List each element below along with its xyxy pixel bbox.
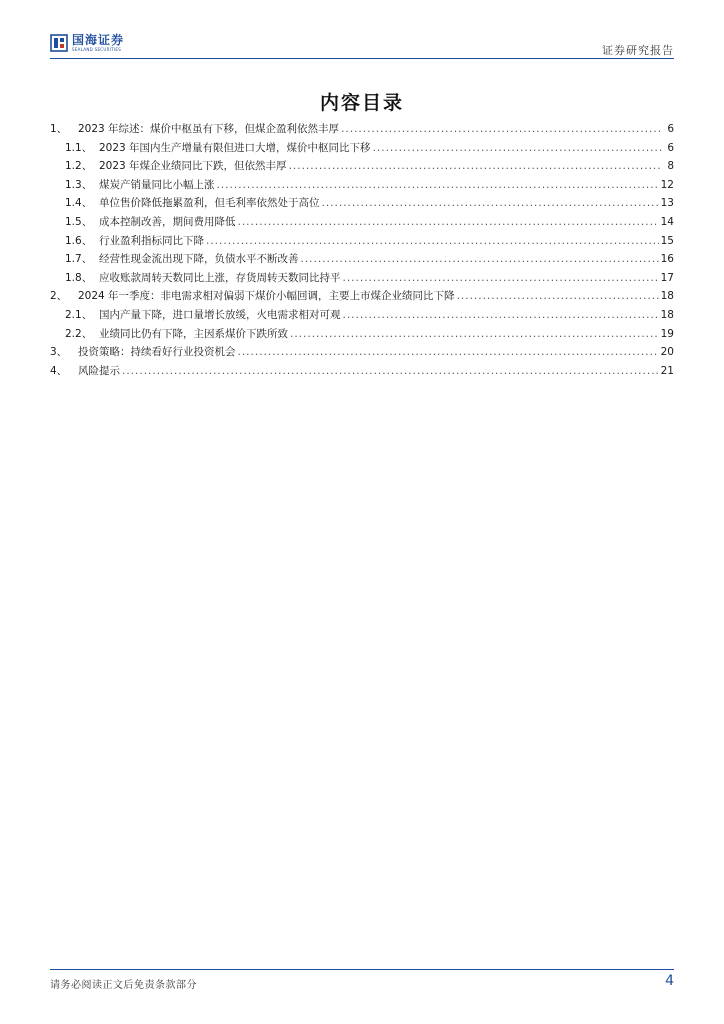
sealand-logo-icon: [50, 34, 68, 52]
toc-entry-page: 18: [660, 308, 674, 321]
toc-entry-number: 2.2、: [65, 327, 93, 340]
toc-leader-dots: [206, 235, 659, 247]
table-of-contents: [50, 121, 674, 381]
toc-entry-page: 17: [660, 271, 674, 284]
toc-leader-dots: [343, 309, 659, 321]
toc-entry-title: 2024 年一季度：非电需求相对偏弱下煤价小幅回调，主要上市煤企业绩同比下降: [78, 290, 455, 303]
toc-entry-number: 1、: [50, 123, 68, 135]
toc-leader-dots: [341, 123, 662, 135]
toc-entry-page: 12: [660, 178, 674, 191]
toc-entry[interactable]: [50, 195, 674, 214]
toc-entry-number: 1.6、: [65, 234, 93, 247]
toc-entry-number: 1.5、: [65, 215, 93, 228]
toc-leader-dots: [322, 197, 659, 209]
toc-entry[interactable]: [50, 177, 674, 196]
toc-entry[interactable]: [50, 363, 674, 382]
toc-entry-title: 单位售价降低拖累盈利，但毛利率依然处于高位: [99, 197, 320, 210]
toc-entry-page: 20: [660, 346, 674, 359]
toc-entry-number: 1.8、: [65, 271, 93, 284]
toc-entry-title: 风险提示: [78, 364, 120, 377]
toc-entry-title: 应收账款周转天数同比上涨，存货周转天数同比持平: [99, 271, 341, 284]
toc-entry-title: 业绩同比仍有下降，主因系煤价下跌所致: [99, 327, 288, 340]
toc-entry-page: 8: [667, 160, 674, 173]
toc-entry-number: 3、: [50, 346, 68, 359]
toc-entry[interactable]: [50, 326, 674, 345]
toc-entry-page: 14: [660, 215, 674, 228]
toc-entry-page: 13: [660, 197, 674, 210]
toc-entry-number: 1.4、: [65, 197, 93, 210]
toc-entry[interactable]: [50, 344, 674, 363]
toc-entry-title: 投资策略：持续看好行业投资机会: [78, 346, 236, 359]
toc-leader-dots: [343, 272, 659, 284]
header-divider: [50, 58, 674, 59]
toc-entry-number: 1.3、: [65, 178, 93, 191]
toc-entry-page: 16: [660, 253, 674, 266]
toc-entry[interactable]: [50, 140, 674, 159]
toc-entry-title: 经营性现金流出现下降，负债水平不断改善: [99, 253, 299, 266]
toc-entry-title: 国内产量下降，进口量增长放缓，火电需求相对可观: [99, 308, 341, 321]
toc-entry[interactable]: [50, 214, 674, 233]
toc-entry-title: 2023 年综述：煤价中枢虽有下移，但煤企盈利依然丰厚: [78, 123, 340, 135]
brand-name-en: SEALAND SECURITIES: [72, 47, 122, 52]
toc-entry-page: 6: [667, 141, 674, 154]
toc-entry[interactable]: [50, 158, 674, 177]
footer-divider: [50, 969, 674, 970]
toc-entry-number: 4、: [50, 364, 68, 377]
toc-entry-number: 2.1、: [65, 308, 93, 321]
toc-leader-dots: [373, 142, 662, 154]
page-number: 4: [665, 973, 674, 989]
toc-leader-dots: [238, 346, 659, 358]
toc-leader-dots: [217, 179, 659, 191]
toc-entry-number: 2、: [50, 290, 68, 303]
toc-entry[interactable]: [50, 270, 674, 289]
toc-entry-number: 1.2、: [65, 160, 93, 173]
toc-leader-dots: [457, 290, 659, 302]
toc-entry-page: 18: [660, 290, 674, 303]
toc-entry-page: 6: [667, 123, 674, 135]
toc-entry[interactable]: [50, 288, 674, 307]
brand-logo: [50, 30, 124, 56]
disclaimer-note: 请务必阅读正文后免责条款部分: [50, 980, 197, 991]
toc-entry-title: 煤炭产销量同比小幅上涨: [99, 178, 215, 191]
toc-leader-dots: [122, 365, 659, 377]
toc-entry-title: 成本控制改善，期间费用降低: [99, 215, 236, 228]
toc-title: 内容目录: [319, 92, 404, 114]
toc-leader-dots: [290, 328, 659, 340]
toc-entry[interactable]: [50, 233, 674, 252]
toc-entry[interactable]: [50, 307, 674, 326]
report-type-label: 证券研究报告: [602, 44, 674, 57]
toc-entry-title: 2023 年国内生产增量有限但进口大增，煤价中枢同比下移: [99, 141, 371, 154]
toc-entry-page: 15: [660, 234, 674, 247]
toc-entry-number: 1.1、: [65, 141, 93, 154]
page-header: [50, 28, 674, 58]
toc-entry[interactable]: [50, 121, 674, 140]
toc-entry[interactable]: [50, 251, 674, 270]
toc-entry-title: 行业盈利指标同比下降: [99, 234, 204, 247]
toc-entry-page: 21: [660, 364, 674, 377]
toc-leader-dots: [289, 160, 662, 172]
toc-entry-title: 2023 年煤企业绩同比下跌，但依然丰厚: [99, 160, 287, 173]
toc-entry-number: 1.7、: [65, 253, 93, 266]
toc-leader-dots: [301, 253, 659, 265]
toc-entry-page: 19: [660, 327, 674, 340]
brand-name-cn: 国海证券: [72, 33, 125, 47]
toc-leader-dots: [238, 216, 659, 228]
